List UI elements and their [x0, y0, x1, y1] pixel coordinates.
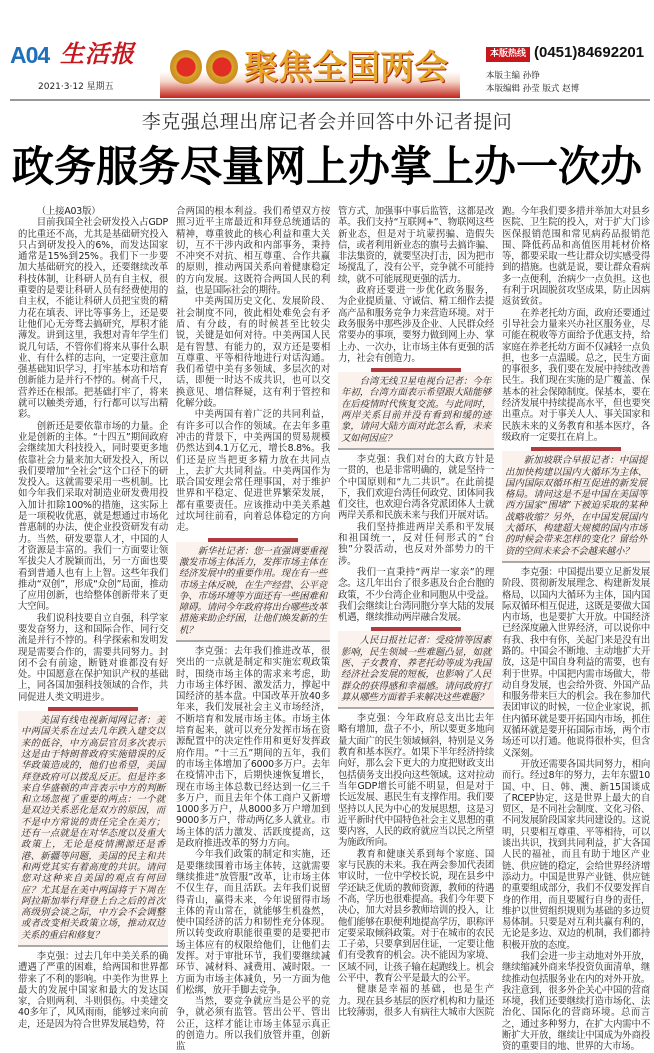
page-number: A04: [10, 42, 50, 68]
issue-date: 2021·3·12 星期五: [38, 82, 114, 92]
body-paragraph: 教育和健康关系到每个家庭、国家与民族的未来。我在两会参加代表团审议时，一位中学校长说，现在县乡中学还缺乏优质的教师资源，教师的待遇不高，学历也很难提高。我们今年要下决心，加大对县乡教师培训的投入，让他们能够在职便利地提高学历，职称评定要采取倾斜政策。对于在城市的农民工子弟，只要拿到居住证，一定要让他们有受教育的机会。决不能因为家境、区域不同，让孩子输在起跑线上。机会公平中，教育公平是最大的公平。: [338, 848, 494, 984]
body-paragraph: 跑。今年我们要多措并举加大对县乡医院、卫生院的投入，对于扩大门诊医保报销范围和常见病药品报销范围、降低药品和高值医用耗材价格等，都要采取一些让群众切实感受得到的措施。也就是说，要让群众看病多一点便利，治病少一点负担。这也有利于巩固脱贫攻坚成果，防止因病返贫致贫。: [502, 206, 650, 308]
page-header: [0, 0, 654, 100]
body-paragraph: 中美两国有着广泛的共同利益，有许多可以合作的领域。在去年多重冲击的背景下，中美两国的贸易规模仍然达到4.1万亿元，增长8.8%。我们还是应当把更多精力放在共同点上，去扩大共同利益。中美两国作为联合国安理会常任理事国，对于维护世界和平稳定、促进世界繁荣发展，都有重要责任。应该推动中美关系越过坎坷往前看，向着总体稳定的方向走。: [176, 409, 330, 534]
body-paragraph: 中美两国历史文化、发展阶段、社会制度不同，彼此相处难免会有矛盾、有分歧，有的时候甚至比较尖锐，关键是如何对待。中美两国人民是有智慧、有能力的，双方还是要相互尊重、平等相待地进行对话沟通。我们希望中美有多领域、多层次的对话，即便一时达不成共识，也可以交换意见、增信释疑，这有利于管控和化解分歧。: [176, 296, 330, 410]
body-paragraph: 目前我国全社会研发投入占GDP的比重还不高，尤其是基础研究投入只占到研发投入的6%，而发达国家通常是15%到25%。我们下一步要加大基础研究的投入，还要继续改革科技体制，让科研人员有自主权，很重要的是要让科研人员有经费使用的自主权，不能让科研人员把宝贵的精力花在填表、评比等事务上，还是要让他们心无旁骛去搞研究，厚积才能薄发。讲到这里，我想对青年学生们说几句话，不管你们将来从事什么职业、有什么样的志向，一定要注意加强基础知识学习，打牢基本功和培育创新能力是并行不悖的。树高千尺，营养还在根部。把基础打牢了，将来就可以触类旁通，行行都可以写出精彩。: [18, 217, 168, 421]
body-paragraph: 我们一直秉持“两岸一家亲”的理念。这几年出台了很多惠及台企台胞的政策，不少台湾企业和同胞从中受益。我们会继续让台湾同胞分享大陆的发展机遇，继续推动两岸融合发展。: [338, 566, 494, 624]
body-paragraph: 我们会进一步主动地对外开放，继续缩减外商来华投资负面清单，继续推动包括服务业在内的对外开放。我注意到，很多外企关心中国的营商环境，我们还要继续打造市场化、法治化、国际化的营商环境。总而言之，通过多种努力，在扩大内需中不断扩大开放，继续让中国成为外商投资的重要目的地、世界的大市场。: [502, 951, 650, 1053]
body-paragraph: 当然，要竞争就应当是公平的竞争，就必须有监管。管出公平、管出公正，这样才能让市场主体显示真正的创造力。所以我们放管并重，创新监: [176, 996, 330, 1053]
article-column-3: [338, 206, 494, 1018]
section-banner: [160, 40, 460, 98]
national-emblem-icon: [170, 50, 202, 84]
body-paragraph: 政府还要进一步优化政务服务，为企业提质量、守诚信、精工细作去提高产品和服务竞争力来营造环境。对于政务服务中那些涉及企业、人民群众经常要办的事项，要努力做到网上办、掌上办、一次办，让市场主体有更强的活力，社会有创造力。: [338, 285, 494, 364]
banner-title: 聚焦全国两会: [244, 48, 448, 88]
hotline-label: 本版热线: [486, 47, 530, 62]
header-divider: [10, 99, 650, 101]
body-paragraph: 今年我们政策的制定和实施，还是要继续围着市场主体转，这就需要继续推进“放管服”改革，让市场主体不仅生存，而且活跃。去年我们说留得青山，赢得未来，今年说留得市场主体的青山常在，就能够生机盎然，使中国经济的活力和韧性充分体现。所以转变政府职能很重要的是要把市场主体应有的权限给他们，让他们去发挥。对于审批环节，我们要继续减环节、减材料、减费用、减时限。一方面为市场主体减负，另一方面为他们松绑，放开手脚去竞争。: [176, 849, 330, 996]
reporter-question: [502, 447, 650, 563]
answer-paragraph: 李克强：过去几年中美关系的确遭遇了严重的困难，给两国和世界都带来了不利的影响。中美作为世界上最大的发展中国家和最大的发达国家，合则两利、斗则俱伤。中美建交40多年了，风风雨雨，能够过来向前走，还是因为符合世界发展趋势，符: [18, 951, 168, 1030]
article-column-4: [502, 206, 650, 1053]
article-subtitle: 李克强总理出席记者会并回答中外记者提问: [141, 111, 513, 133]
cppcc-emblem-icon: [206, 50, 238, 84]
body-paragraph: 健康是幸福的基础，也是生产力。现在县乡基层的医疗机构和力量还比较薄弱，很多人有病往大城市大医院: [338, 984, 494, 1018]
answer-paragraph: 李克强：我们对台的大政方针是一贯的，也是非常明确的，就是坚持一个中国原则和“九二共识”。在此前提下，我们欢迎台湾任何政党、团体同我们交往，也欢迎台湾各党派团体人士就两岸关系和民族未来与我们开展对话。: [338, 453, 494, 522]
question-text: 美国有线电视新闻网记者：美中两国关系在过去几年跌入建交以来的低谷，中方高层官员多次表示这是由于特朗普政府实施错误的反华政策造成的，他们也希望，美国拜登政府可以拨乱反正。但是许多来自华盛顿的声音表示中方的判断和立场忽视了重要的两点：一个就是双边关系恶化是双方的原因，而不是中方常说的责任完全在美方；还有一点就是在对华态度以及重大政策上，无论是疫情溯源还是香港、新疆等问题，美国的民主和共和两党其实有着高度的共识。请问您对这种来自美国的观点有何回应？尤其是在美中两国将于下周在阿拉斯加举行拜登上台之后的首次高级别会谈之际，中方会不会调整或者改变相关政策立场，推动双边关系的重启和修复？: [18, 711, 168, 947]
answer-paragraph: 李克强：去年我们推进改革，很突出的一点就是制定和实施宏观政策时，围绕市场主体的需求来考虑，助力市场主体纾困、激发活力，撑起中国经济的基本盘。中国改革开放40多年来，我们发展社会主义市场经济，不断培育和发展市场主体。市场主体培育起来，就可以充分发挥市场在资源配置中的决定性作用和更好发挥政府作用。“十三五”期间的五年，我们的市场主体增加了6000多万户。去年在疫情冲击下，后期快速恢复增长，现在市场主体总数已经达到一亿三千多万户，而且去年个体工商户又新增1000多万户，从8000多万户增加到9000多万户，带动两亿多人就业。市场主体的活力激发、活跃度提高，这是政府推进改革的努力方向。: [176, 645, 330, 850]
reporter-question: [338, 627, 494, 709]
body-paragraph: 创新还是要依靠市场的力量。企业是创新的主体。“十四五”期间政府会继续加大科技投入，同时要更多地依靠社会力量来加大研发投入，所以我们要增加“全社会”这个口径下的研发投入。这就需要采用一些机制。比如今年我们采取对制造业研发费用投入加计扣除100%的措施，这实际上是一项税收优惠，就是想通过市场化普惠制的办法，使企业投资研发有动力。当然，研发要靠人才，中国的人才资源是丰富的。我们一方面要让领军拔尖人才脱颖而出，另一方面也要看到普通人也有上上智。这些年我们推动“双创”，形成“众创”局面，推动了应用创新，也给整体创新带来了更大空间。: [18, 420, 168, 613]
body-paragraph: 我们说科技要自立自强，科学家要发奋努力，这和国际合作、同行交流是并行不悖的。科学探索和发明发现是需要合作的，需要共同努力。封闭不会有前途，断链对谁都没有好处。中国愿意在保护知识产权的基础上，同各国加强科技领域的合作，共同促进人类文明进步。: [18, 612, 168, 703]
article-column-2: [176, 206, 330, 1053]
question-text: 新华社记者：您一直强调要重视激发市场主体活力，发挥市场主体在经济发展中的重要作用。现在有一些市场主体反映，在生产经营、公平竞争、市场环境等方面还有一些困难和障碍。请问今年政府将出台哪些改革措施来助企纾困，让他们焕发新的生机？: [176, 542, 330, 642]
question-text: 人民日报社记者：受疫情等因素影响，民生领域一些难题凸显，如就医、子女教育、养老托幼等成为我国经济社会发展的短板，也影响了人民群众的获得感和幸福感。请问政府打算从哪些方面着手来解决这些难题？: [338, 631, 494, 709]
hotline-number: (0451)84692201: [534, 44, 645, 61]
reporter-question: [338, 368, 494, 450]
answer-paragraph: 李克强：中国提出要立足新发展阶段、贯彻新发展理念、构建新发展格局，以国内大循环为主体，国内国际双循环相互促进，这既是要做大国内市场，也是要扩大开放。中国经济已经深度融入世界经济，可以说你中有我、我中有你，关起门来是没有出路的。中国会不断地、主动地扩大开放，这是中国自身利益的需要，也有利于世界。中国把内需市场做大，带动自身发展，也会给外资、外国产品和服务带来巨大的机会。我在参加代表团审议的时候，一位企业家说，抓住内循环就是要开拓国内市场，抓住双循环就是要开拓国际市场，两个市场还可以打通。他说得很朴实，但含义深刻。: [502, 566, 650, 759]
body-paragraph: 合两国的根本利益。我们希望双方按照习近平主席最近和拜登总统通话的精神，尊重彼此的核心利益和重大关切，互不干涉内政和内部事务，秉持不冲突不对抗、相互尊重、合作共赢的原则，推动两国关系向着健康稳定的方向发展。这既符合两国人民的利益，也是国际社会的期待。: [176, 206, 330, 297]
question-text: 台湾无线卫星电视台记者：今年年初，台湾方面表示希望跟大陆能够在后疫情时代恢复交流。与此同时，两岸关系目前并没有看到和缓的迹象，请问大陆方面对此怎么看，未来又如何因应？: [338, 372, 494, 450]
body-paragraph: 管方式，加强事中事后监管，这都是改革。我们支持“互联网+”、物联网这些新业态，但是对于坑蒙拐骗、造假失信，或者利用新业态的旗号去搞诈骗、非法集资的，就要坚决打击，因为把市场搅乱了，没有公平，竞争就不可能持续，就不可能展现更强的活力。: [338, 206, 494, 285]
body-paragraph: 开放还需要各国共同努力，相向而行。经过8年的努力，去年东盟10国、中、日、韩、澳、新15国谈成了RCEP协定，这是世界上最大的自贸区，是不同社会制度、文化习俗、不同发展阶段国家共同建设的。这说明，只要相互尊重、平等相待，可以谈出共识，找到共同利益，扩大各国人民的福祉，而且有助于地区产业链、供应链的稳定，会给世界经济增添动力。中国是世界产业链、供应链的重要组成部分，我们不仅要发挥自身的作用，而且要履行自身的责任，维护以世贸组织规则为基础的多边贸易体制。只要是对互利共赢有利的，无论是多边、双边的机制，我们都持积极开放的态度。: [502, 758, 650, 951]
question-text: 新加坡联合早报记者：中国提出加快构建以国内大循环为主体、国内国际双循环相互促进的新发展格局。请问这是不是中国在美国等西方国家“围堵”下被迫采取的某种战略收缩？另外，在中国发展国内大循环、构建超大规模的国内市场的时候会带来怎样的变化？留给外资的空间未来会不会越来越小？: [502, 451, 650, 563]
body-paragraph: 我们坚持推进两岸关系和平发展和祖国统一，反对任何形式的“台独”分裂活动，也反对外部势力的干涉。: [338, 521, 494, 567]
body-paragraph: 在养老托幼方面，政府还要通过引导社会力量来兴办社区服务业，尽可能在税收等方面给予优惠支持，给家庭在养老托幼方面不仅减轻一点负担，也多一点温暖。总之，民生方面的事很多，我们要在发展中持续改善民生。我们现在实施的是广覆盖、保基本的社会保障制度。保基本，要在经济发展中持续提高水平，但也要突出重点。对于事关人人、事关国家和民族未来的义务教育和基本医疗，各级政府一定要扛在肩上。: [502, 307, 650, 443]
continued-from-note: （上接A03版）: [36, 206, 101, 217]
newspaper-logo: 生活报: [60, 39, 135, 68]
reporter-question: [18, 707, 168, 947]
reporter-question: [176, 538, 330, 642]
article-column-1: [18, 206, 168, 1030]
chief-editor: 本版主编 孙铮: [486, 71, 540, 81]
article-headline: 政务服务尽量网上办掌上办一次办: [11, 142, 642, 191]
answer-paragraph: 李克强：今年政府总支出比去年略有增加，盘子不小，所以要更多地向量大面广的民生领域倾斜，特别是义务教育和基本医疗。如果下半年经济持续向好，那么会下更大的力度把财政支出包括债务支出投向这些领域。这对拉动当年GDP增长可能不明显，但是对于长远发展、惠民生有支撑作用。我们要坚持以人民为中心的发展思想，这是习近平新时代中国特色社会主义思想的重要内容，人民的政府就应当以民之所望为施政所向。: [338, 713, 494, 849]
editors: 本版编辑 孙莹 版式 赵博: [486, 84, 580, 94]
